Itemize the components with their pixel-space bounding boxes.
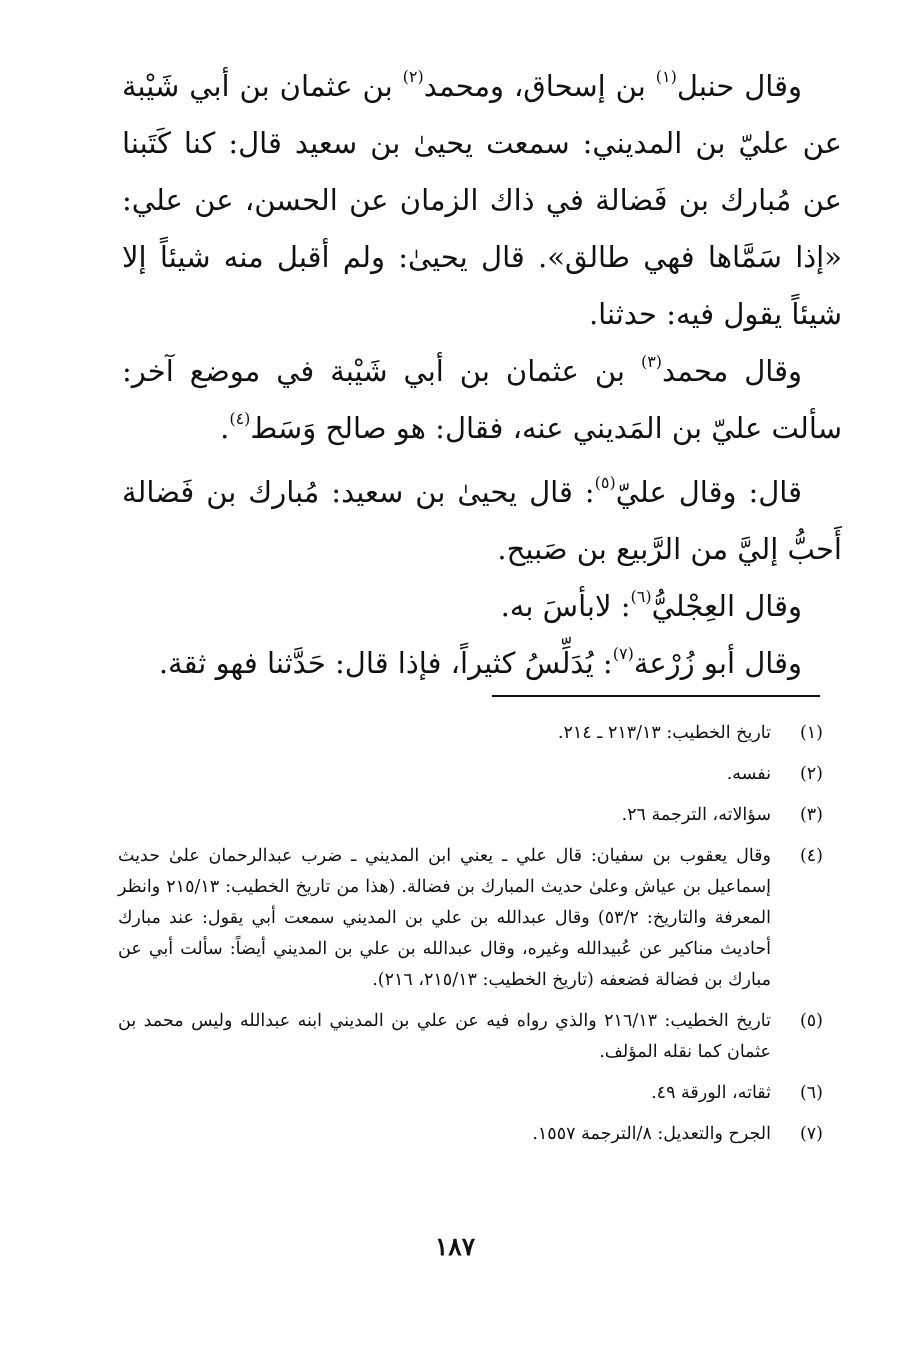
footnote-number: (٧) (799, 1124, 823, 1144)
text-run: : يُدَلِّسُ كثيراً، فإذا قال: حَدَّثنا فهو ثقة. (158, 646, 613, 680)
footnote (118, 1119, 823, 1150)
text-run: : لابأسَ به. (500, 589, 631, 623)
footnote-ref-5: (٥) (594, 473, 616, 492)
text-run: وقال محمد (662, 354, 803, 388)
footnote (118, 1078, 823, 1109)
paragraph-4 (122, 578, 842, 635)
footnote-number: (٥) (799, 1011, 823, 1031)
footnote-text: وقال يعقوب بن سفيان: قال علي ـ يعني ابن المديني ـ ضرب عبدالرحمان علىٰ حديث إسماعيل بن عياش وعلىٰ حديث المبارك بن فضالة. (هذا من تاريخ الخطيب: ٢١٥/١٣ وانظر المعرفة والتاريخ: ٥٣/٢) وقال عبدالله بن علي بن المديني سمعت أبي يقول: عند مبارك أحاديث مناكير عن عُبيدالله وغيره، وقال عبدالله بن علي بن المديني أيضاً: سألت أبي عن مبارك بن فضالة فضعفه (تاريخ الخطيب: ٢١٥/١٣، ٢١٦). (118, 846, 771, 990)
footnote (118, 841, 823, 996)
footnote-number: (٣) (799, 805, 823, 825)
footnote (118, 800, 823, 831)
footnote-divider (492, 695, 820, 697)
footnote-number: (١) (799, 723, 823, 743)
footnote-ref-3: (٣) (640, 352, 663, 371)
footnote (118, 759, 823, 790)
footnote (118, 1006, 823, 1068)
paragraph-5 (122, 635, 842, 692)
footnote-ref-7: (٧) (612, 644, 634, 663)
footnote (118, 718, 823, 749)
footnote-ref-2: (٢) (402, 67, 424, 86)
footnote-ref-6: (٦) (630, 587, 652, 606)
text-run: : قال يحيىٰ بن سعيد: مُبارك بن فَضالة أَحبُّ إليَّ من الرَّبيع بن صَبيح. (122, 475, 842, 566)
text-run: بن عثمان بن أبي شَيْبة في موضع آخر: سألت عليّ بن المَديني عنه، فقال: هو صالح وَسَط (122, 354, 842, 445)
footnotes (118, 718, 823, 1160)
footnote-text: الجرح والتعديل: ٨/الترجمة ١٥٥٧. (532, 1124, 771, 1144)
page-number: ١٨٧ (434, 1232, 476, 1261)
footnote-text: ثقاته، الورقة ٤٩. (651, 1083, 771, 1103)
paragraph-1 (122, 58, 842, 343)
footnote-text: نفسه. (726, 764, 771, 784)
text-run: بن عثمان بن أبي شَيْبة عن عليّ بن المديني: سمعت يحيىٰ بن سعيد قال: كنا كَتَبنا عن مُبارك بن فَضالة في ذاك الزمان عن الحسن، عن علي: «إذا سَمَّاها فهي طالق». قال يحيىٰ: ولم أقبل منه شيئاً إلا شيئاً يقول فيه: حدثنا. (122, 69, 842, 331)
footnote-ref-4: (٤) (229, 409, 251, 428)
paragraph-3 (122, 464, 842, 578)
text-run: وقال حنبل (676, 69, 802, 103)
text-run: قال: وقال عليّ (615, 475, 803, 509)
footnote-text: تاريخ الخطيب: ٢١٦/١٣ والذي رواه فيه عن علي بن المديني ابنه عبدالله وليس محمد بن عثمان كما نقله المؤلف. (118, 1011, 771, 1062)
paragraph-2 (122, 343, 842, 457)
main-text (122, 58, 842, 692)
text-run: . (220, 411, 230, 445)
footnote-number: (٢) (799, 764, 823, 784)
text-run: وقال أبو زُرْعة (633, 646, 802, 680)
text-run: وقال العِجْليُّ (651, 589, 802, 623)
footnote-text: تاريخ الخطيب: ٢١٣/١٣ ـ ٢١٤. (557, 723, 771, 743)
footnote-ref-1: (١) (655, 67, 677, 86)
footnote-text: سؤالاته، الترجمة ٢٦. (621, 805, 771, 825)
text-run: بن إسحاق، ومحمد (423, 69, 656, 103)
footnote-number: (٦) (799, 1083, 823, 1103)
footnote-number: (٤) (799, 846, 823, 866)
